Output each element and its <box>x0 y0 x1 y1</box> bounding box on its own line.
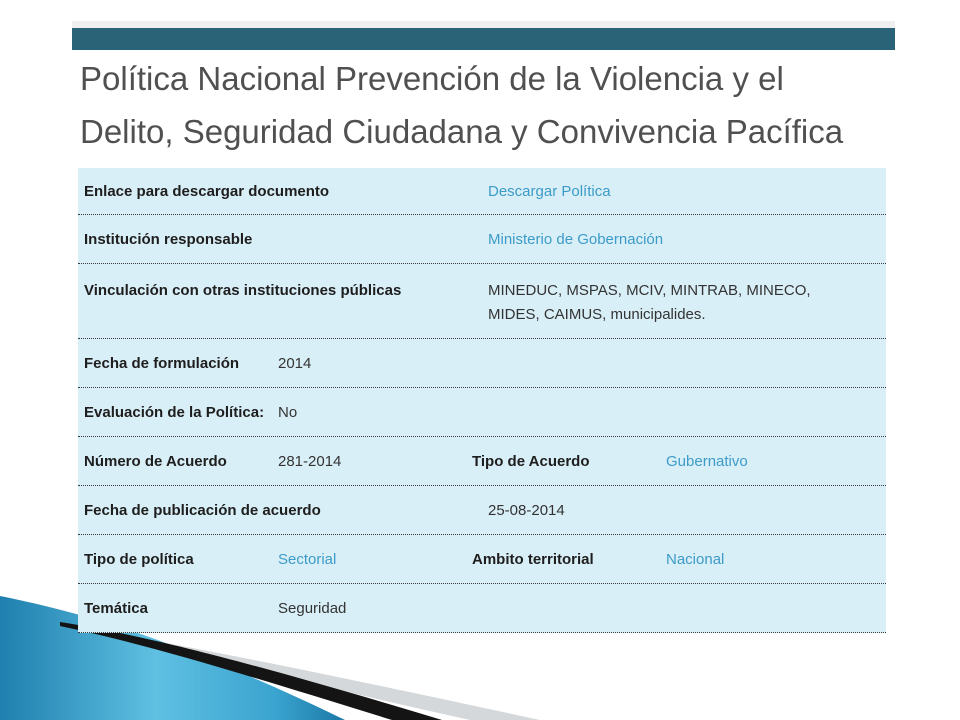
row-label-secondary: Ambito territorial <box>472 551 594 568</box>
row-value: 281-2014 <box>278 453 342 470</box>
row-value: MINEDUC, MSPAS, MCIV, MINTRAB, MINECO, MIDES, CAIMUS, municipalides. <box>488 282 811 323</box>
page-title: Política Nacional Prevención de la Violencia y el Delito, Seguridad Ciudadana y Convivencia Pacífica <box>80 60 844 150</box>
row-label: Evaluación de la Política: <box>84 404 265 421</box>
row-label: Vinculación con otras instituciones públicas <box>84 282 402 299</box>
policy-type-link[interactable]: Sectorial <box>278 551 337 568</box>
row-value: Seguridad <box>278 600 347 617</box>
row-policy-evaluation <box>78 388 886 437</box>
details-table <box>78 168 886 633</box>
row-label: Número de Acuerdo <box>84 453 227 470</box>
row-value: No <box>278 404 298 421</box>
row-policy-type <box>78 535 886 584</box>
row-formulation-date <box>78 339 886 388</box>
row-label: Enlace para descargar documento <box>84 183 330 200</box>
row-label: Tipo de política <box>84 551 194 568</box>
row-publication-date <box>78 486 886 535</box>
row-value: 25-08-2014 <box>488 502 565 519</box>
row-responsible-institution <box>78 215 886 264</box>
row-value: 2014 <box>278 355 312 372</box>
row-download-link <box>78 168 886 215</box>
agreement-type-link[interactable]: Gubernativo <box>666 453 748 470</box>
download-policy-link[interactable]: Descargar Política <box>488 183 611 200</box>
row-theme <box>78 584 886 633</box>
row-agreement-number <box>78 437 886 486</box>
row-label: Institución responsable <box>84 231 253 248</box>
territorial-scope-link[interactable]: Nacional <box>666 551 725 568</box>
row-label: Fecha de publicación de acuerdo <box>84 502 321 519</box>
row-label-secondary: Tipo de Acuerdo <box>472 453 590 470</box>
institution-link[interactable]: Ministerio de Gobernación <box>488 231 664 248</box>
row-label: Temática <box>84 600 148 617</box>
row-label: Fecha de formulación <box>84 355 240 372</box>
row-linked-institutions <box>78 264 886 339</box>
